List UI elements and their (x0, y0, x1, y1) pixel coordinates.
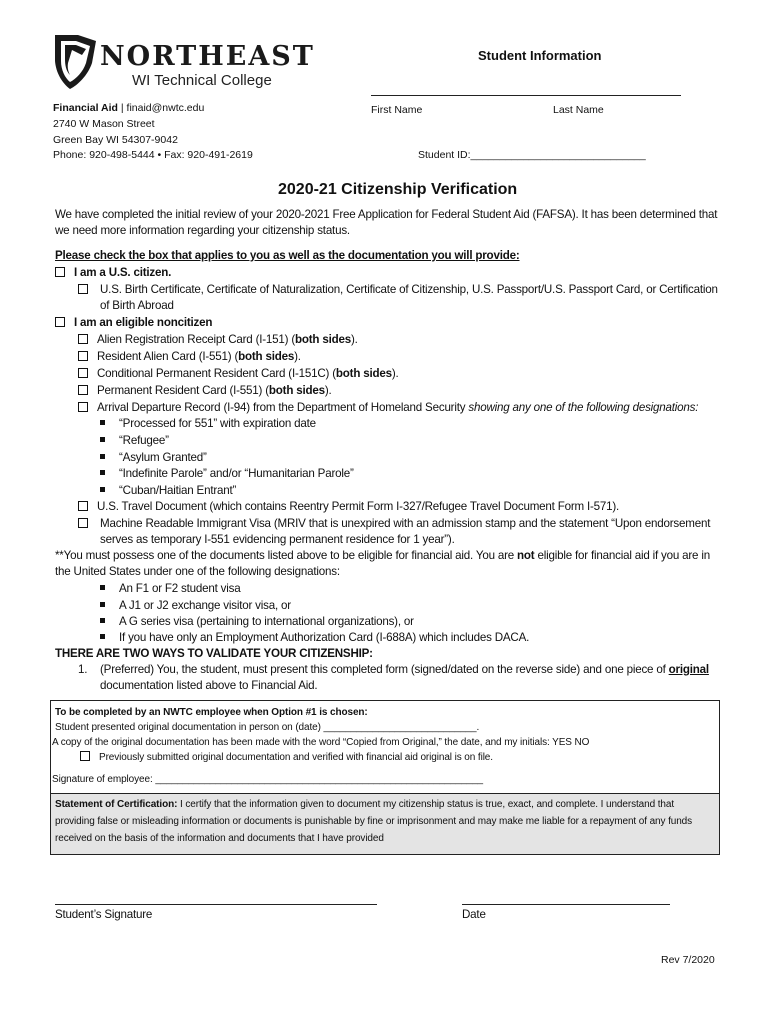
doc-3-bold: both sides (335, 367, 392, 380)
doc-2-bold: both sides (238, 350, 295, 363)
revision-label: Rev 7/2020 (661, 954, 715, 966)
bullet-icon (100, 437, 105, 442)
doc-1-bold: both sides (295, 333, 351, 346)
intro-paragraph: We have completed the initial review of your 2020-2021 Free Application for Federal Student Aid (FAFSA). It has been determined that we need more information regarding your citizenship status. (55, 208, 718, 237)
doc-3-end: ). (391, 367, 399, 380)
citizen-label: I am a U.S. citizen. (74, 266, 172, 279)
office-name: Financial Aid (53, 102, 118, 114)
bullet-icon (100, 618, 105, 623)
page-title: 2020-21 Citizenship Verification (278, 181, 518, 198)
last-name-label: Last Name (553, 104, 604, 116)
ways-heading: THERE ARE TWO WAYS TO VALIDATE YOUR CITIZENSHIP: (55, 647, 373, 660)
designation-text: “Cuban/Haitian Entrant” (119, 484, 237, 497)
certification-body: I certify that the information given to document my citizenship status is true, exact, and complete. I understand that providing false or misleading information or documents is punishable by fine or imprisonment and may make me liable for a repayment of any funds received on the basis of the information and documents that I have provided (55, 799, 693, 844)
doc-4-end: ). (324, 384, 332, 397)
doc-3-text: Conditional Permanent Resident Card (I-151C) ( (97, 367, 336, 380)
ineligible-item (100, 614, 414, 630)
note-bold: not (517, 549, 535, 562)
note-text: **You must possess one of the documents listed above to be eligible for financial aid. You are (55, 549, 518, 562)
bullet-icon (100, 487, 105, 492)
designation-text: “Asylum Granted” (119, 451, 207, 464)
doc-5-checkbox[interactable] (78, 402, 88, 412)
way-1-part: (Preferred) You, the student, must present this completed form (signed/dated on the reverse side) and one piece of (100, 663, 669, 676)
certification-section (50, 793, 720, 855)
note-text-end: eligible for financial aid if you are in the United States under one of the following designations: (55, 549, 710, 578)
office-line (53, 101, 204, 115)
certification-text (55, 796, 715, 847)
logo-subtitle: WI Technical College (132, 72, 272, 89)
ineligible-text: If you have only an Employment Authorization Card (I-688A) which includes DACA. (119, 631, 530, 644)
noncitizen-doc-7[interactable] (78, 516, 97, 532)
ineligible-text: An F1 or F2 student visa (119, 582, 241, 595)
designation-item (100, 483, 236, 499)
employee-date-line[interactable]: Student presented original documentation in person on (date) ____________________________. (55, 722, 480, 733)
office-email: | finaid@nwtc.edu (120, 102, 205, 114)
doc-7-text: Machine Readable Immigrant Visa (MRIV that is unexpired with an admission stamp and the statement “Upon endorsement serves as temporary I-551 evidencing permanent residence for 1 year”). (100, 517, 711, 546)
student-info-heading: Student Information (478, 48, 602, 63)
instruction-label: Please check the box that applies to you as well as the documentation you will provide: (55, 249, 520, 262)
address-city: Green Bay WI 54307-9042 (53, 134, 178, 146)
eligibility-note (55, 548, 720, 580)
citizen-option[interactable] (55, 265, 171, 281)
designation-item (100, 433, 169, 449)
previously-checkbox[interactable] (80, 751, 90, 761)
previously-text: Previously submitted original documentation and verified with financial aid original is on file. (99, 752, 493, 763)
instruction-text (55, 248, 520, 264)
address-street: 2740 W Mason Street (53, 118, 155, 130)
noncitizen-option[interactable] (55, 315, 212, 331)
date-line[interactable] (462, 904, 670, 905)
bullet-icon (100, 634, 105, 639)
certification-label: Statement of Certification: (55, 799, 178, 810)
doc-1-end: ). (350, 333, 358, 346)
noncitizen-doc-5[interactable] (78, 400, 698, 416)
citizen-checkbox[interactable] (55, 267, 65, 277)
employee-previously-line[interactable] (80, 749, 493, 766)
noncitizen-doc-4[interactable] (78, 383, 332, 399)
noncitizen-doc-3[interactable] (78, 366, 399, 382)
designation-item (100, 416, 316, 432)
doc-6-checkbox[interactable] (78, 501, 88, 511)
doc-6-text: U.S. Travel Document (which contains Reentry Permit Form I-327/Refugee Travel Document Form I-571). (97, 500, 620, 513)
bullet-icon (100, 585, 105, 590)
way-1-text (100, 662, 720, 694)
designation-item (100, 466, 354, 482)
ineligible-item (100, 581, 241, 597)
doc-4-bold: both sides (268, 384, 325, 397)
doc-2-end: ). (294, 350, 301, 363)
student-signature-line[interactable] (55, 904, 377, 905)
designation-item (100, 450, 207, 466)
phone-fax: Phone: 920-498-5444 • Fax: 920-491-2619 (53, 149, 253, 161)
bullet-icon (100, 420, 105, 425)
doc-5-italic: showing any one of the following designations: (468, 401, 699, 414)
employee-signature-line[interactable]: Signature of employee: ____________________________________________________________ (52, 774, 484, 785)
noncitizen-doc-2[interactable] (78, 349, 301, 365)
doc-3-checkbox[interactable] (78, 368, 88, 378)
way-1-end: documentation listed above to Financial Aid. (100, 679, 318, 692)
bullet-icon (100, 470, 105, 475)
way-number: 1. (78, 663, 88, 676)
citizen-doc-checkbox[interactable] (78, 284, 88, 294)
doc-4-checkbox[interactable] (78, 385, 88, 395)
ineligible-item (100, 630, 529, 646)
doc-2-text: Resident Alien Card (I-551) ( (97, 350, 239, 363)
noncitizen-doc-1[interactable] (78, 332, 358, 348)
employee-heading: To be completed by an NWTC employee when Option #1 is chosen: (55, 707, 368, 718)
ineligible-text: A J1 or J2 exchange visitor visa, or (119, 599, 291, 612)
doc-7-checkbox[interactable] (78, 518, 88, 528)
bullet-icon (100, 602, 105, 607)
way-1-bold: original (668, 663, 709, 676)
designation-text: “Refugee” (119, 434, 169, 447)
designation-text: “Processed for 551” with expiration date (119, 417, 316, 430)
northeast-shield-icon (52, 33, 100, 91)
student-name-line[interactable] (371, 95, 681, 96)
employee-copy-line[interactable]: A copy of the original documentation has been made with the word “Copied from Original,” the date, and my initials: YES NO (52, 737, 590, 748)
doc-5-text: Arrival Departure Record (I-94) from the Department of Homeland Security (97, 401, 469, 414)
citizen-doc-option[interactable] (78, 282, 97, 298)
employee-section (50, 700, 720, 795)
citizen-doc-text: U.S. Birth Certificate, Certificate of Naturalization, Certificate of Citizenship, U.S. Passport/U.S. Passport Card, or Certification of Birth Abroad (100, 283, 718, 312)
noncitizen-label: I am an eligible noncitizen (74, 316, 213, 329)
student-signature-label: Student’s Signature (55, 908, 153, 921)
doc-4-text: Permanent Resident Card (I-551) ( (97, 384, 269, 397)
doc-1-checkbox[interactable] (78, 334, 88, 344)
doc-2-checkbox[interactable] (78, 351, 88, 361)
doc-1-text: Alien Registration Receipt Card (I-151) ( (97, 333, 295, 346)
noncitizen-doc-6[interactable] (78, 499, 619, 515)
noncitizen-checkbox[interactable] (55, 317, 65, 327)
first-name-label: First Name (371, 104, 423, 116)
date-label: Date (462, 908, 486, 921)
college-logo (52, 33, 315, 93)
designation-text: “Indefinite Parole” and/or “Humanitarian Parole” (119, 467, 354, 480)
logo-name: NORTHEAST (100, 41, 315, 72)
ineligible-item (100, 598, 291, 614)
student-id-field[interactable]: Student ID:______________________________ (418, 149, 646, 161)
bullet-icon (100, 454, 105, 459)
ineligible-text: A G series visa (pertaining to international organizations), or (119, 615, 414, 628)
